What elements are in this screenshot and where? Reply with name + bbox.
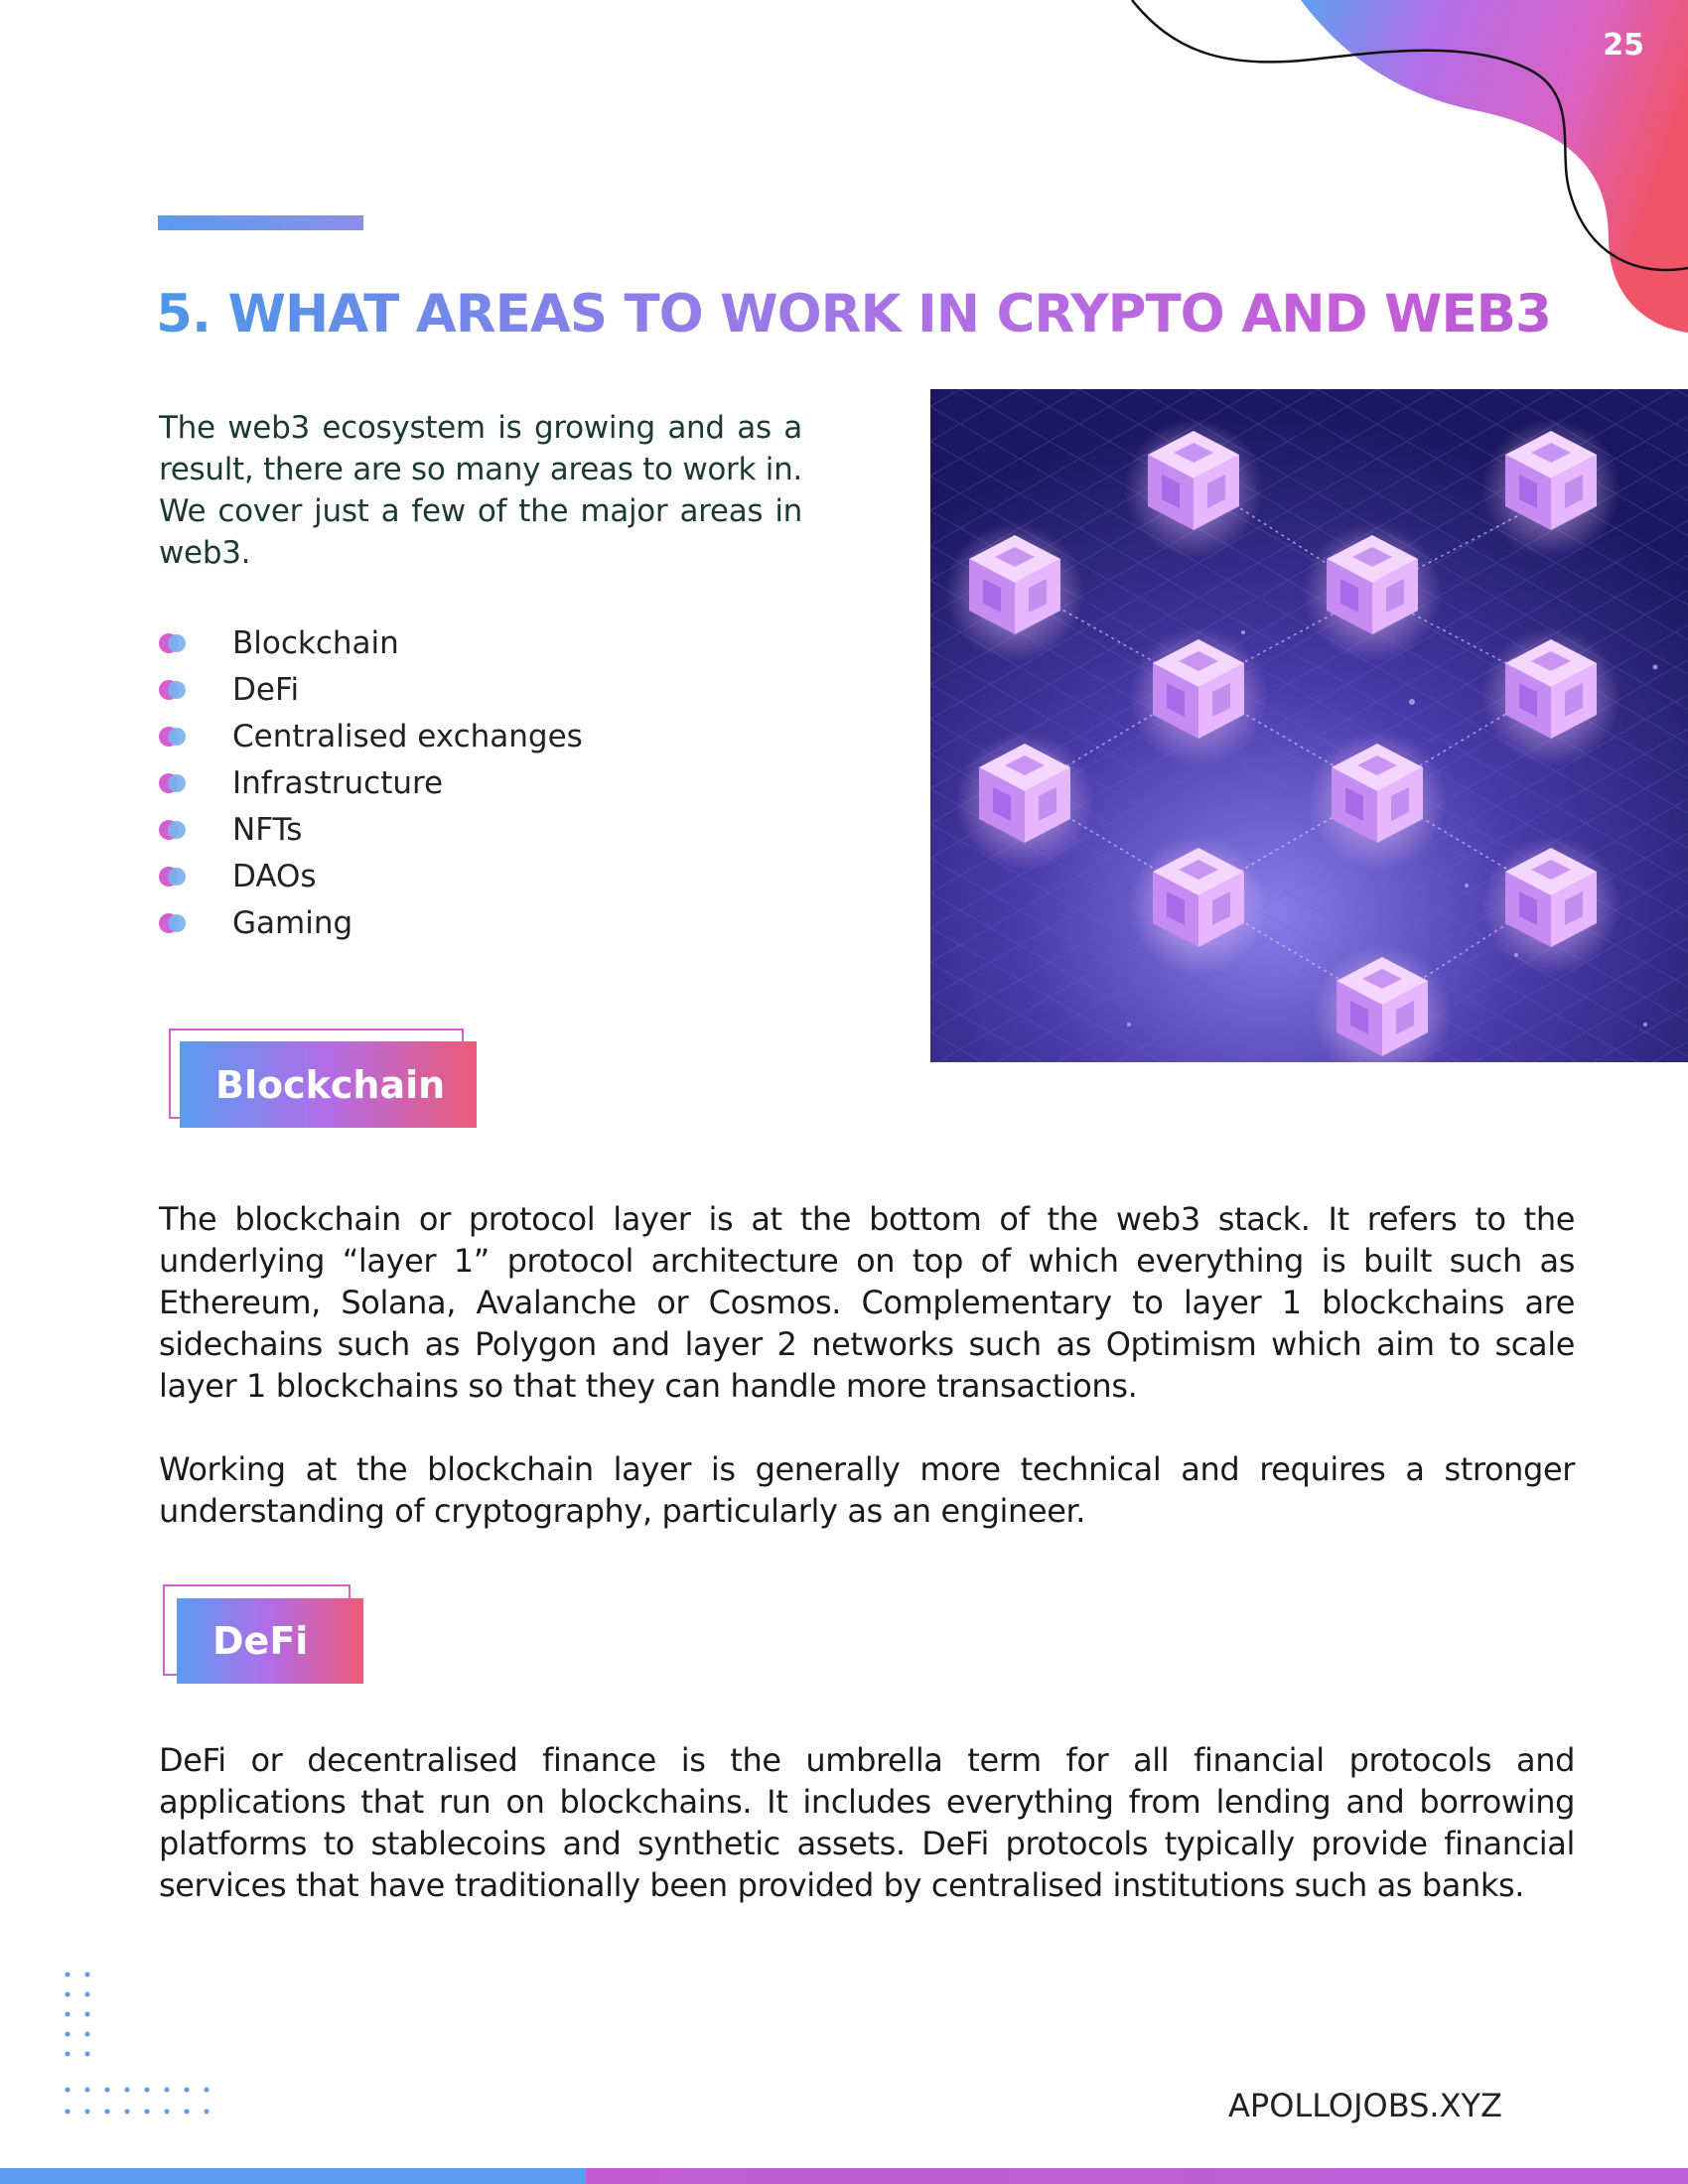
list-item-label: Centralised exchanges	[232, 718, 583, 754]
list-item-label: Infrastructure	[232, 764, 444, 801]
bullet-icon	[159, 632, 191, 654]
list-item	[159, 713, 583, 759]
list-item-label: DeFi	[232, 671, 300, 708]
intro-paragraph: The web3 ecosystem is growing and as a result, there are so many areas to work in. We cover just a few of the major areas in web3.	[159, 410, 802, 571]
blockchain-network-illustration	[930, 389, 1688, 1062]
list-item-label: Blockchain	[232, 624, 399, 661]
list-item	[159, 899, 583, 946]
list-item	[159, 759, 583, 806]
section-label-defi	[163, 1584, 363, 1686]
bullet-icon	[159, 726, 191, 748]
blockchain-paragraph-2: Working at the blockchain layer is generally more technical and requires a stronger understanding of cryptography, particularly as an engineer.	[159, 1450, 1575, 1530]
list-item	[159, 853, 583, 899]
list-item	[159, 806, 583, 853]
chapter-title: 5. WHAT AREAS TO WORK IN CRYPTO AND WEB3	[156, 284, 1551, 344]
section-label-blockchain	[169, 1028, 477, 1128]
blockchain-paragraph-1: The blockchain or protocol layer is at the bottom of the web3 stack. It refers to the underlying “layer 1” protocol architecture on top of which everything is built such as Ethereum, Solana, Avalanche or Cosmos. Complementary to layer 1 blockchains are sidechains such as Polygon and layer 2 networks such as Optimism which aim to scale layer 1 blockchains so that they can handle more transactions.	[159, 1200, 1575, 1405]
bullet-icon	[159, 772, 191, 794]
bullet-icon	[159, 679, 191, 701]
list-item	[159, 619, 583, 666]
footer-bar-purple	[586, 2168, 1688, 2184]
list-item-label: Gaming	[232, 904, 353, 941]
bullet-icon	[159, 819, 191, 841]
bullet-icon	[159, 866, 191, 887]
title-accent-bar	[158, 215, 363, 230]
defi-paragraph: DeFi or decentralised finance is the umbrella term for all financial protocols and applications that run on blockchains. It includes everything from lending and borrowing platforms to stablecoins and synthetic assets. DeFi protocols typically provide financial services that have traditionally been provided by centralised institutions such as banks.	[159, 1741, 1575, 1904]
list-item	[159, 666, 583, 713]
footer-bar-blue	[0, 2168, 586, 2184]
bullet-icon	[159, 912, 191, 934]
section-label-text: DeFi	[177, 1598, 363, 1684]
list-item-label: NFTs	[232, 811, 303, 848]
section-label-text: Blockchain	[180, 1041, 477, 1128]
page-number: 25	[1603, 28, 1644, 63]
areas-list	[159, 619, 583, 946]
footer-site-url: APOLLOJOBS.XYZ	[1228, 2087, 1502, 2124]
decorative-dot-grid	[62, 1969, 220, 2117]
list-item-label: DAOs	[232, 858, 317, 894]
